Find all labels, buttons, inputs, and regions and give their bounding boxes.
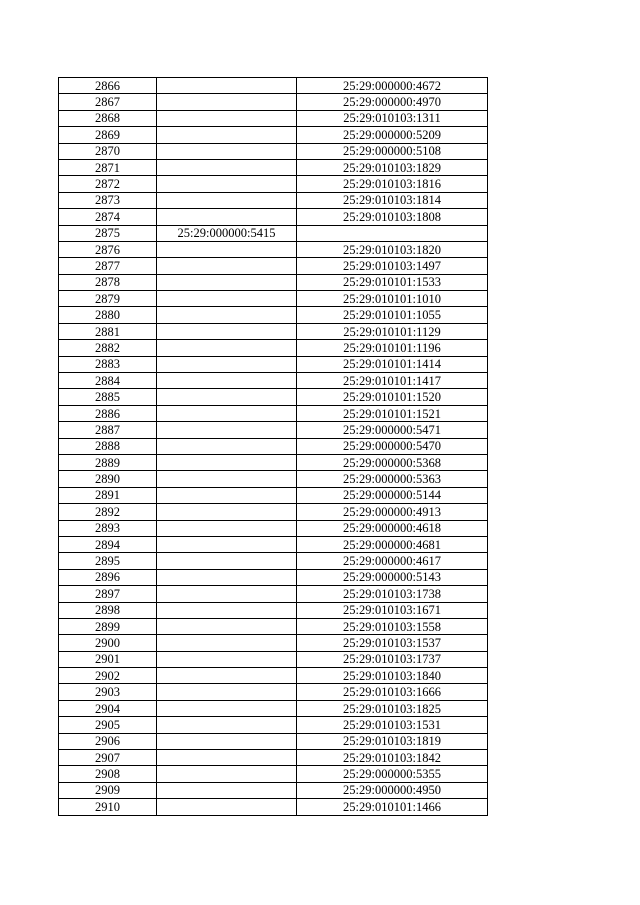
cadastral-number-cell-b: 25:29:010103:1819	[297, 733, 488, 749]
cadastral-number-cell-b: 25:29:000000:5355	[297, 766, 488, 782]
cadastral-number-cell-b: 25:29:000000:4617	[297, 553, 488, 569]
cadastral-number-cell-b: 25:29:010103:1311	[297, 110, 488, 126]
row-number-cell: 2890	[59, 471, 157, 487]
row-number-cell: 2873	[59, 192, 157, 208]
cadastral-number-cell-b: 25:29:010101:1196	[297, 340, 488, 356]
row-number-cell: 2894	[59, 536, 157, 552]
cadastral-number-cell-a	[157, 700, 297, 716]
cadastral-number-cell-a	[157, 389, 297, 405]
cadastral-table-body	[59, 78, 488, 816]
table-row	[59, 684, 488, 700]
cadastral-number-cell-a	[157, 553, 297, 569]
table-row	[59, 750, 488, 766]
cadastral-number-cell-a	[157, 159, 297, 175]
table-row	[59, 340, 488, 356]
table-row	[59, 766, 488, 782]
row-number-cell: 2884	[59, 373, 157, 389]
cadastral-number-cell-b: 25:29:010103:1825	[297, 700, 488, 716]
table-row	[59, 143, 488, 159]
cadastral-number-cell-b: 25:29:000000:5368	[297, 454, 488, 470]
cadastral-number-cell-a	[157, 143, 297, 159]
table-row	[59, 78, 488, 94]
cadastral-number-cell-b: 25:29:010101:1010	[297, 291, 488, 307]
row-number-cell: 2909	[59, 782, 157, 798]
table-row	[59, 258, 488, 274]
cadastral-number-cell-a	[157, 110, 297, 126]
row-number-cell: 2889	[59, 454, 157, 470]
table-row	[59, 471, 488, 487]
cadastral-number-cell-b: 25:29:010103:1531	[297, 717, 488, 733]
cadastral-number-cell-a	[157, 340, 297, 356]
cadastral-number-cell-a	[157, 241, 297, 257]
cadastral-number-cell-a: 25:29:000000:5415	[157, 225, 297, 241]
cadastral-number-cell-a	[157, 635, 297, 651]
table-row	[59, 291, 488, 307]
table-row	[59, 553, 488, 569]
table-row	[59, 618, 488, 634]
table-row	[59, 127, 488, 143]
cadastral-number-cell-b: 25:29:010101:1533	[297, 274, 488, 290]
cadastral-number-cell-a	[157, 258, 297, 274]
row-number-cell: 2880	[59, 307, 157, 323]
table-row	[59, 307, 488, 323]
cadastral-number-cell-a	[157, 94, 297, 110]
cadastral-number-cell-b: 25:29:000000:4950	[297, 782, 488, 798]
row-number-cell: 2908	[59, 766, 157, 782]
table-row	[59, 651, 488, 667]
table-row	[59, 700, 488, 716]
row-number-cell: 2886	[59, 405, 157, 421]
cadastral-number-cell-b: 25:29:000000:5143	[297, 569, 488, 585]
row-number-cell: 2882	[59, 340, 157, 356]
table-row	[59, 405, 488, 421]
cadastral-number-cell-b: 25:29:000000:5470	[297, 438, 488, 454]
row-number-cell: 2874	[59, 209, 157, 225]
table-row	[59, 422, 488, 438]
cadastral-number-cell-b: 25:29:000000:5471	[297, 422, 488, 438]
table-row	[59, 110, 488, 126]
table-row	[59, 520, 488, 536]
cadastral-number-cell-b: 25:29:010101:1414	[297, 356, 488, 372]
cadastral-number-cell-b: 25:29:010101:1055	[297, 307, 488, 323]
table-row	[59, 668, 488, 684]
cadastral-number-cell-a	[157, 750, 297, 766]
cadastral-number-cell-b: 25:29:010103:1738	[297, 586, 488, 602]
table-row	[59, 782, 488, 798]
table-row	[59, 373, 488, 389]
table-row	[59, 192, 488, 208]
cadastral-number-cell-b: 25:29:000000:5108	[297, 143, 488, 159]
cadastral-number-cell-b: 25:29:000000:5144	[297, 487, 488, 503]
table-row	[59, 159, 488, 175]
cadastral-number-cell-b: 25:29:000000:4672	[297, 78, 488, 94]
row-number-cell: 2900	[59, 635, 157, 651]
cadastral-number-cell-b: 25:29:000000:5209	[297, 127, 488, 143]
cadastral-number-cell-a	[157, 471, 297, 487]
table-row	[59, 799, 488, 815]
row-number-cell: 2883	[59, 356, 157, 372]
table-row	[59, 176, 488, 192]
row-number-cell: 2898	[59, 602, 157, 618]
cadastral-number-cell-b: 25:29:000000:5363	[297, 471, 488, 487]
cadastral-number-cell-a	[157, 782, 297, 798]
row-number-cell: 2887	[59, 422, 157, 438]
table-row	[59, 733, 488, 749]
cadastral-number-cell-b: 25:29:010103:1666	[297, 684, 488, 700]
table-row	[59, 586, 488, 602]
row-number-cell: 2871	[59, 159, 157, 175]
table-row	[59, 536, 488, 552]
row-number-cell: 2885	[59, 389, 157, 405]
row-number-cell: 2893	[59, 520, 157, 536]
table-row	[59, 504, 488, 520]
row-number-cell: 2905	[59, 717, 157, 733]
cadastral-number-cell-b: 25:29:000000:4913	[297, 504, 488, 520]
row-number-cell: 2910	[59, 799, 157, 815]
row-number-cell: 2888	[59, 438, 157, 454]
cadastral-number-cell-a	[157, 668, 297, 684]
cadastral-number-cell-a	[157, 405, 297, 421]
cadastral-number-cell-b: 25:29:010101:1521	[297, 405, 488, 421]
cadastral-number-cell-a	[157, 307, 297, 323]
cadastral-number-cell-b: 25:29:010103:1497	[297, 258, 488, 274]
table-row	[59, 274, 488, 290]
table-row	[59, 569, 488, 585]
cadastral-number-cell-a	[157, 766, 297, 782]
table-row	[59, 356, 488, 372]
cadastral-number-cell-a	[157, 799, 297, 815]
row-number-cell: 2896	[59, 569, 157, 585]
cadastral-number-cell-a	[157, 176, 297, 192]
cadastral-number-cell-b: 25:29:010101:1520	[297, 389, 488, 405]
table-row	[59, 94, 488, 110]
cadastral-number-cell-b: 25:29:010103:1820	[297, 241, 488, 257]
cadastral-number-cell-b: 25:29:010103:1808	[297, 209, 488, 225]
cadastral-number-cell-a	[157, 684, 297, 700]
cadastral-number-cell-a	[157, 438, 297, 454]
row-number-cell: 2897	[59, 586, 157, 602]
row-number-cell: 2892	[59, 504, 157, 520]
cadastral-number-cell-b: 25:29:010103:1842	[297, 750, 488, 766]
cadastral-number-cell-b: 25:29:010103:1816	[297, 176, 488, 192]
table-row	[59, 225, 488, 241]
cadastral-number-cell-b: 25:29:000000:4618	[297, 520, 488, 536]
row-number-cell: 2866	[59, 78, 157, 94]
row-number-cell: 2876	[59, 241, 157, 257]
cadastral-number-cell-a	[157, 586, 297, 602]
table-row	[59, 209, 488, 225]
table-row	[59, 389, 488, 405]
cadastral-number-cell-a	[157, 717, 297, 733]
row-number-cell: 2902	[59, 668, 157, 684]
cadastral-number-cell-b: 25:29:010101:1129	[297, 323, 488, 339]
cadastral-number-cell-a	[157, 569, 297, 585]
cadastral-number-cell-b: 25:29:010103:1558	[297, 618, 488, 634]
cadastral-number-cell-a	[157, 618, 297, 634]
row-number-cell: 2906	[59, 733, 157, 749]
row-number-cell: 2872	[59, 176, 157, 192]
row-number-cell: 2899	[59, 618, 157, 634]
cadastral-number-cell-a	[157, 536, 297, 552]
table-row	[59, 323, 488, 339]
cadastral-number-cell-a	[157, 520, 297, 536]
row-number-cell: 2870	[59, 143, 157, 159]
row-number-cell: 2877	[59, 258, 157, 274]
cadastral-number-cell-a	[157, 274, 297, 290]
cadastral-number-cell-a	[157, 454, 297, 470]
cadastral-number-cell-b: 25:29:010103:1840	[297, 668, 488, 684]
row-number-cell: 2869	[59, 127, 157, 143]
row-number-cell: 2903	[59, 684, 157, 700]
row-number-cell: 2901	[59, 651, 157, 667]
row-number-cell: 2881	[59, 323, 157, 339]
cadastral-number-cell-a	[157, 373, 297, 389]
table-row	[59, 241, 488, 257]
cadastral-table	[58, 77, 488, 816]
cadastral-number-cell-a	[157, 127, 297, 143]
row-number-cell: 2879	[59, 291, 157, 307]
row-number-cell: 2878	[59, 274, 157, 290]
row-number-cell: 2904	[59, 700, 157, 716]
cadastral-number-cell-b: 25:29:010103:1537	[297, 635, 488, 651]
cadastral-number-cell-a	[157, 291, 297, 307]
table-row	[59, 602, 488, 618]
cadastral-number-cell-b: 25:29:010103:1671	[297, 602, 488, 618]
cadastral-number-cell-b	[297, 225, 488, 241]
cadastral-number-cell-a	[157, 487, 297, 503]
table-row	[59, 454, 488, 470]
cadastral-number-cell-a	[157, 733, 297, 749]
table-row	[59, 487, 488, 503]
cadastral-number-cell-b: 25:29:010101:1466	[297, 799, 488, 815]
row-number-cell: 2875	[59, 225, 157, 241]
cadastral-number-cell-b: 25:29:010101:1417	[297, 373, 488, 389]
row-number-cell: 2867	[59, 94, 157, 110]
cadastral-number-cell-a	[157, 602, 297, 618]
row-number-cell: 2891	[59, 487, 157, 503]
row-number-cell: 2907	[59, 750, 157, 766]
table-row	[59, 717, 488, 733]
cadastral-number-cell-a	[157, 323, 297, 339]
table-row	[59, 635, 488, 651]
cadastral-number-cell-a	[157, 651, 297, 667]
cadastral-number-cell-b: 25:29:010103:1829	[297, 159, 488, 175]
cadastral-number-cell-a	[157, 209, 297, 225]
table-row	[59, 438, 488, 454]
cadastral-number-cell-a	[157, 356, 297, 372]
row-number-cell: 2895	[59, 553, 157, 569]
cadastral-number-cell-b: 25:29:010103:1814	[297, 192, 488, 208]
cadastral-number-cell-a	[157, 192, 297, 208]
cadastral-number-cell-b: 25:29:000000:4970	[297, 94, 488, 110]
cadastral-number-cell-a	[157, 78, 297, 94]
cadastral-number-cell-a	[157, 422, 297, 438]
row-number-cell: 2868	[59, 110, 157, 126]
cadastral-number-cell-b: 25:29:000000:4681	[297, 536, 488, 552]
cadastral-number-cell-a	[157, 504, 297, 520]
cadastral-number-cell-b: 25:29:010103:1737	[297, 651, 488, 667]
